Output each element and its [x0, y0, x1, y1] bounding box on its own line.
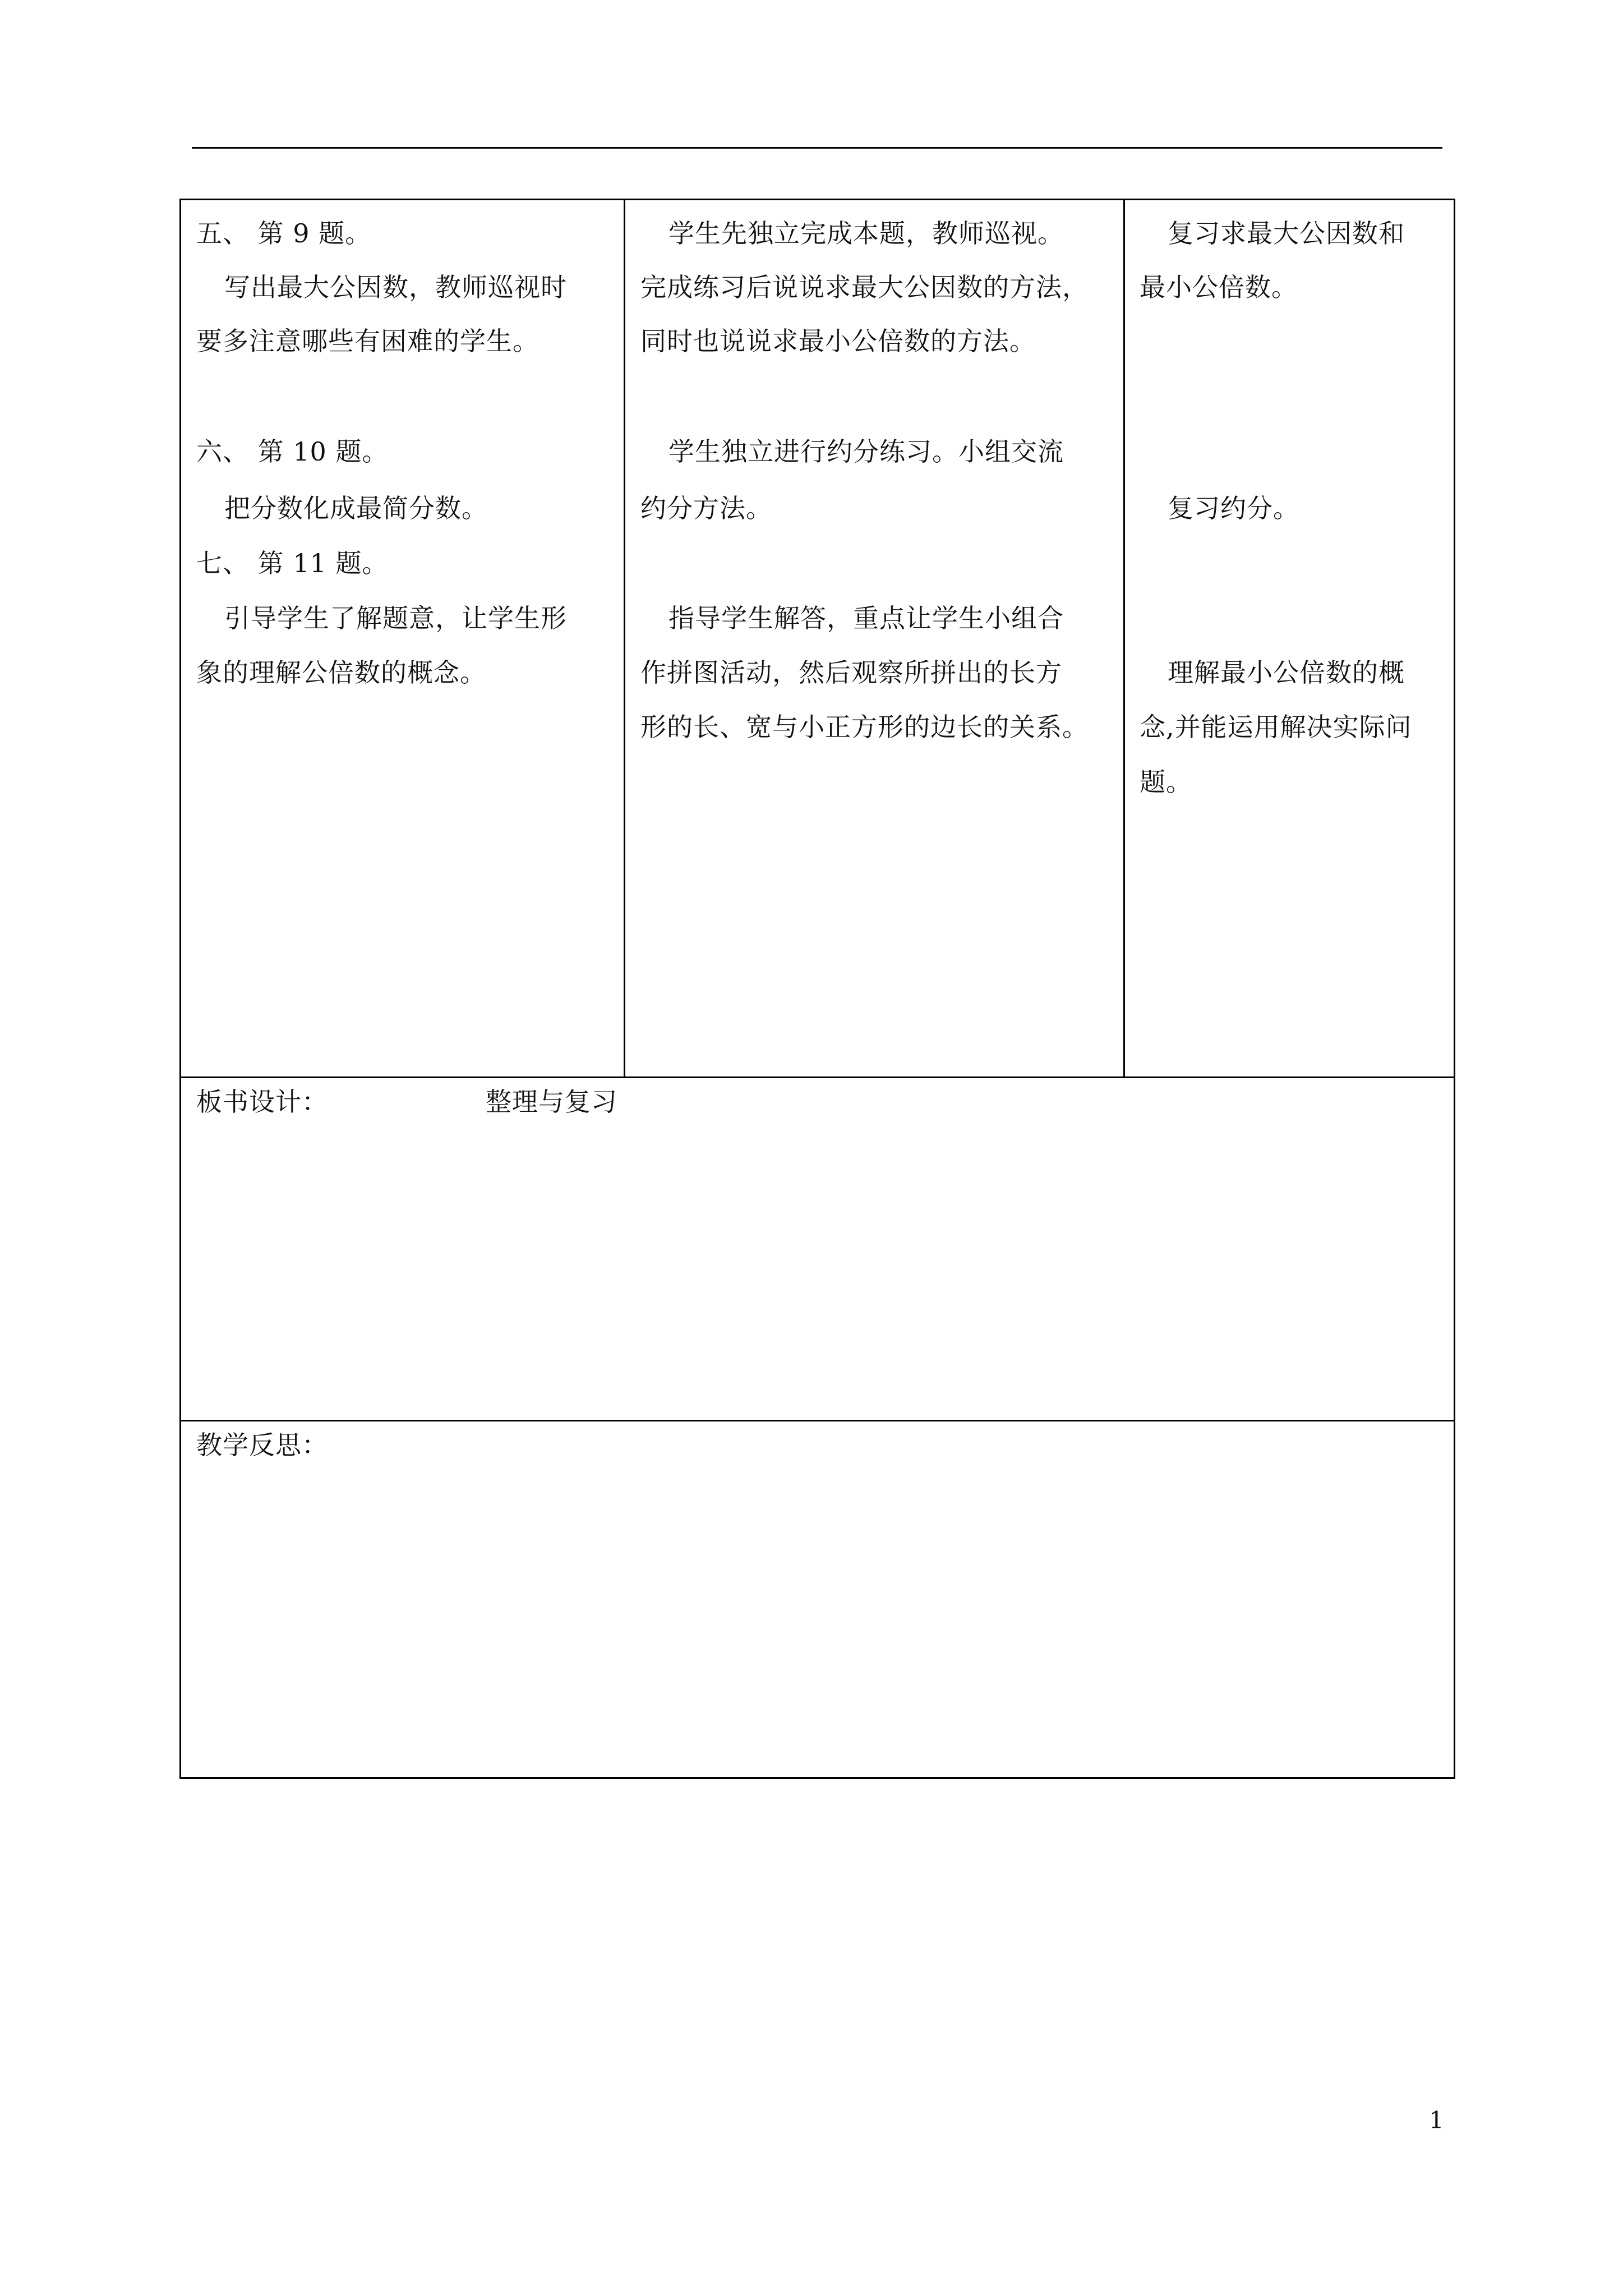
item6-title: 六、 第 10 题。 [196, 436, 389, 467]
mid-p1-line3: 同时也说说求最小公倍数的方法。 [640, 326, 1036, 356]
column-divider-left [624, 200, 625, 1076]
board-design-title: 整理与复习 [486, 1087, 617, 1117]
lesson-plan-table [179, 199, 1455, 1779]
item7-line1: 引导学生了解题意，让学生形 [224, 603, 567, 633]
right-r1-line1: 复习求最大公因数和 [1168, 218, 1405, 249]
item7-title: 七、 第 11 题。 [196, 548, 389, 578]
mid-p3-line3: 形的长、宽与小正方形的边长的关系。 [640, 712, 1089, 742]
mid-p2-line1: 学生独立进行约分练习。小组交流 [668, 436, 1064, 467]
mid-p1-line2: 完成练习后说说求最大公因数的方法， [640, 272, 1089, 302]
header-rule [192, 147, 1442, 149]
reflection-label: 教学反思： [196, 1430, 328, 1460]
right-r3-line2: 念,并能运用解决实际问 [1140, 712, 1412, 742]
item6-line1: 把分数化成最简分数。 [224, 493, 488, 523]
item5-title: 五、 第 9 题。 [196, 218, 372, 249]
mid-p2-line2: 约分方法。 [640, 493, 772, 523]
column-divider-right [1123, 200, 1125, 1076]
mid-p3-line2: 作拼图活动，然后观察所拼出的长方 [640, 657, 1062, 688]
right-r3-line1: 理解最小公倍数的概 [1168, 657, 1405, 688]
row-divider-reflection [181, 1420, 1454, 1421]
board-design-label: 板书设计： [196, 1087, 328, 1117]
right-r2-line1: 复习约分。 [1168, 493, 1299, 523]
right-r1-line2: 最小公倍数。 [1140, 272, 1298, 302]
row-divider-board [181, 1076, 1454, 1078]
item7-line2: 象的理解公倍数的概念。 [196, 657, 486, 688]
right-r3-line3: 题。 [1140, 767, 1192, 797]
mid-p1-line1: 学生先独立完成本题，教师巡视。 [668, 218, 1064, 249]
item5-line2: 要多注意哪些有困难的学生。 [196, 326, 539, 356]
page-number: 1 [1429, 2106, 1444, 2134]
item5-line1: 写出最大公因数，教师巡视时 [224, 272, 567, 302]
mid-p3-line1: 指导学生解答，重点让学生小组合 [668, 603, 1064, 633]
